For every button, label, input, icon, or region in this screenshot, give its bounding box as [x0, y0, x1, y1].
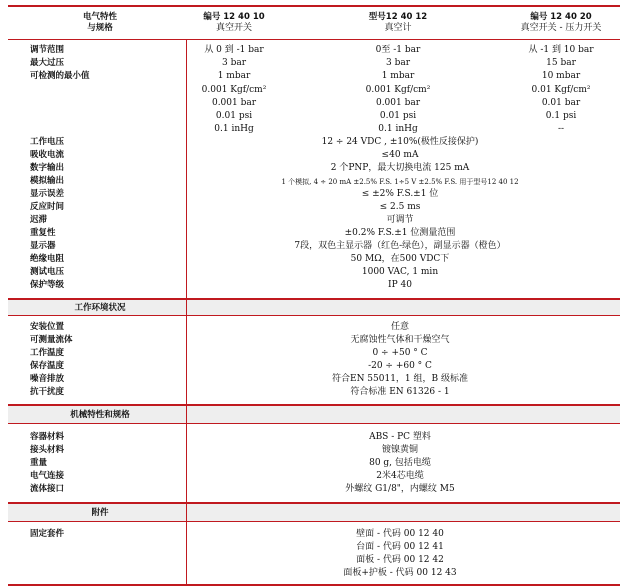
col1-value: 0.001 bar: [211, 98, 257, 108]
mech-label: 流体接口: [30, 484, 65, 494]
acc-value: 台面 - 代码 00 12 41: [356, 542, 444, 552]
col3-value: 10 mbar: [541, 71, 581, 81]
repeatability-value: ±0.2% F.S.±1 位测量范围: [344, 228, 456, 238]
col2-value: 0至 -1 bar: [375, 45, 421, 55]
col2-value: 3 bar: [385, 58, 411, 68]
acc-rule: [8, 521, 620, 522]
label-digital-output: 数字输出: [30, 163, 65, 173]
display-error-value: ≤ ±2% F.S.±1 位: [361, 189, 439, 199]
header-title-1: 电气特性: [82, 12, 118, 22]
label-test-voltage: 测试电压: [30, 267, 65, 277]
mech-value: 镀镍黄铜: [381, 445, 419, 455]
header-rule: [8, 39, 620, 40]
col3-code: 编号 12 40 20: [530, 12, 592, 22]
mech-label: 容器材料: [30, 432, 65, 442]
env-label: 可测量流体: [30, 335, 73, 345]
env-value: 无腐蚀性气体和干燥空气: [350, 335, 450, 345]
env-value: 任意: [390, 322, 410, 332]
env-value: -20 ÷ +60 ° C: [368, 361, 432, 371]
col3-value: --: [557, 124, 565, 134]
env-rule: [8, 315, 620, 316]
label-display-error: 显示误差: [30, 189, 65, 199]
acc-value: 壁面 - 代码 00 12 40: [356, 529, 444, 539]
col2-value: 0.1 inHg: [378, 124, 418, 134]
label-hysteresis: 迟滞: [30, 215, 48, 225]
hysteresis-value: 可调节: [386, 215, 414, 225]
col2-value: 0.01 psi: [379, 111, 417, 121]
protection-value: IP 40: [388, 280, 412, 290]
top-rule: [8, 5, 620, 7]
col2-sub: 真空计: [384, 23, 412, 33]
mech-value: 2米4芯电缆: [376, 471, 424, 481]
col1-value: 3 bar: [221, 58, 247, 68]
current-value: ≤40 mA: [381, 150, 419, 160]
env-label: 安装位置: [30, 322, 65, 332]
digital-output-value: 2 个PNP，最大切换电流 125 mA: [330, 163, 470, 173]
label-repeatability: 重复性: [30, 228, 56, 238]
acc-label: 固定套件: [30, 529, 65, 539]
col3-value: 15 bar: [546, 58, 576, 68]
mech-label: 接头材料: [30, 445, 65, 455]
mech-value: 外螺纹 G1/8"，内螺纹 M5: [345, 484, 455, 494]
label-min-detect: 可检测的最小值: [30, 71, 90, 81]
section-title-environment: 工作环境状况: [74, 303, 126, 313]
col1-value: 0.001 Kgf/cm²: [201, 85, 267, 95]
display-value: 7段，双色主显示器（红色-绿色），副显示器（橙色）: [294, 241, 506, 251]
env-value: 0 ÷ +50 ° C: [372, 348, 428, 358]
acc-value: 面板+护板 - 代码 00 12 43: [343, 568, 457, 578]
col2-code: 型号12 40 12: [368, 12, 428, 22]
col3-value: 0.1 psi: [545, 111, 577, 121]
mech-label: 重量: [30, 458, 48, 468]
env-value: 符合EN 55011，1 组，B 级标准: [332, 374, 468, 384]
col2-value: 0.001 bar: [375, 98, 421, 108]
col2-value: 0.001 Kgf/cm²: [365, 85, 431, 95]
col1-value: 1 mbar: [217, 71, 251, 81]
column-separator: [186, 40, 187, 298]
env-label: 噪音排放: [30, 374, 65, 384]
label-analog-output: 模拟输出: [30, 176, 65, 186]
env-value: 符合标准 EN 61326 - 1: [350, 387, 450, 397]
mech-rule: [8, 423, 620, 424]
acc-separator: [186, 504, 187, 584]
env-separator: [186, 300, 187, 404]
response-value: ≤ 2.5 ms: [379, 202, 421, 212]
env-label: 抗干扰度: [30, 387, 65, 397]
col2-value: 1 mbar: [381, 71, 415, 81]
col3-value: 从 -1 到 10 bar: [528, 45, 594, 55]
bottom-rule: [8, 584, 620, 586]
label-protection: 保护等级: [30, 280, 65, 290]
label-current: 吸收电流: [30, 150, 65, 160]
label-response: 反应时间: [30, 202, 65, 212]
mech-separator: [186, 406, 187, 502]
label-range: 调节范围: [30, 45, 65, 55]
col1-code: 编号 12 40 10: [203, 12, 265, 22]
col1-value: 0.01 psi: [215, 111, 253, 121]
label-display: 显示器: [30, 241, 56, 251]
col1-value: 从 0 到 -1 bar: [204, 45, 264, 55]
insulation-value: 50 MΩ，在500 VDC下: [350, 254, 450, 264]
mech-label: 电气连接: [30, 471, 65, 481]
col3-value: 0.01 Kgf/cm²: [531, 85, 591, 95]
mech-value: 80 g, 包括电缆: [369, 458, 431, 468]
label-voltage: 工作电压: [30, 137, 65, 147]
label-insulation: 绝缘电阻: [30, 254, 65, 264]
col1-value: 0.1 inHg: [214, 124, 254, 134]
analog-output-value: 1 个模拟, 4 ÷ 20 mA ±2.5% F.S. 1÷5 V ±2.5% F.S. 用于型号12 40 12: [281, 178, 519, 186]
env-label: 保存温度: [30, 361, 65, 371]
header-title-2: 与规格: [87, 23, 113, 33]
voltage-value: 12 ÷ 24 VDC , ±10%(极性反接保护): [321, 137, 479, 147]
section-title-accessories: 附件: [91, 508, 109, 518]
label-overpressure: 最大过压: [30, 58, 65, 68]
col3-value: 0.01 bar: [541, 98, 581, 108]
col3-sub: 真空开关 - 压力开关: [520, 23, 602, 33]
mech-value: ABS - PC 塑料: [369, 432, 431, 442]
env-label: 工作温度: [30, 348, 65, 358]
section-title-mechanical: 机械特性和规格: [70, 410, 130, 420]
test-voltage-value: 1000 VAC, 1 min: [361, 267, 439, 277]
col1-sub: 真空开关: [215, 23, 253, 33]
acc-value: 面板 - 代码 00 12 42: [356, 555, 444, 565]
